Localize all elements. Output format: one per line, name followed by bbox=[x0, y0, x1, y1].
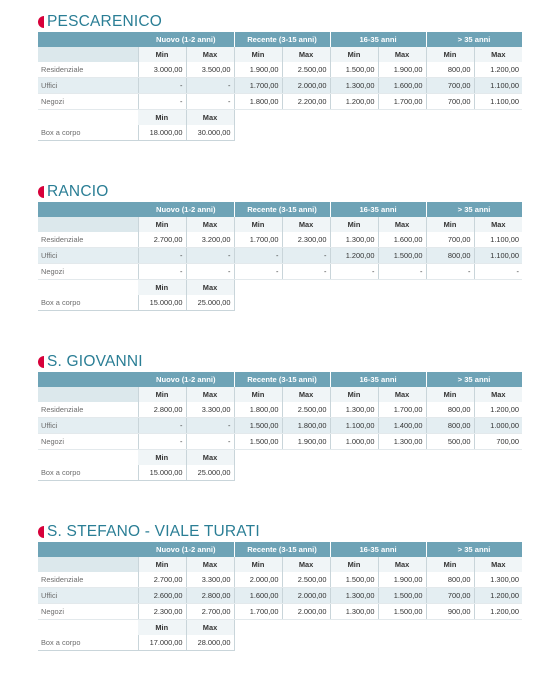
blank-cell bbox=[426, 450, 474, 466]
value-cell: 800,00 bbox=[426, 248, 474, 264]
box-max-value: 25.000,00 bbox=[186, 465, 234, 481]
row-label: Negozi bbox=[38, 434, 138, 450]
group-header: Nuovo (1-2 anni) bbox=[138, 372, 234, 387]
row-label: Residenziale bbox=[38, 572, 138, 588]
value-cell: - bbox=[138, 248, 186, 264]
blank-cell bbox=[330, 635, 378, 651]
value-cell: 1.700,00 bbox=[378, 402, 426, 418]
section-title-text: RANCIO bbox=[47, 183, 109, 200]
max-header: Max bbox=[186, 620, 234, 636]
min-header: Min bbox=[330, 47, 378, 62]
value-cell: 3.300,00 bbox=[186, 572, 234, 588]
blank-cell bbox=[282, 620, 330, 636]
row-label: Box a corpo bbox=[38, 295, 138, 311]
section-title bbox=[38, 182, 522, 202]
blank-cell bbox=[282, 635, 330, 651]
blank-cell bbox=[426, 295, 474, 311]
value-cell: - bbox=[186, 418, 234, 434]
title-marker-icon bbox=[38, 186, 44, 198]
min-header: Min bbox=[138, 217, 186, 232]
blank-cell bbox=[234, 635, 282, 651]
max-header: Max bbox=[282, 557, 330, 572]
table-row bbox=[38, 62, 522, 78]
blank-cell bbox=[474, 110, 522, 126]
value-cell: 3.200,00 bbox=[186, 232, 234, 248]
group-header: > 35 anni bbox=[426, 202, 522, 217]
value-cell: 1.100,00 bbox=[474, 232, 522, 248]
group-header: 16-35 anni bbox=[330, 32, 426, 47]
max-header: Max bbox=[378, 557, 426, 572]
price-table bbox=[38, 32, 523, 141]
value-cell: 1.400,00 bbox=[378, 418, 426, 434]
blank-cell bbox=[234, 110, 282, 126]
value-cell: 700,00 bbox=[426, 94, 474, 110]
group-header-row bbox=[38, 202, 522, 217]
header-blank-cell bbox=[38, 217, 138, 232]
blank-cell bbox=[330, 280, 378, 296]
value-cell: 1.300,00 bbox=[330, 588, 378, 604]
blank-cell bbox=[282, 280, 330, 296]
box-row bbox=[38, 465, 522, 481]
row-label: Uffici bbox=[38, 248, 138, 264]
box-max-value: 25.000,00 bbox=[186, 295, 234, 311]
group-header-row bbox=[38, 542, 522, 557]
blank-cell bbox=[330, 110, 378, 126]
group-header: 16-35 anni bbox=[330, 372, 426, 387]
value-cell: - bbox=[234, 248, 282, 264]
group-header: > 35 anni bbox=[426, 32, 522, 47]
box-header-row bbox=[38, 280, 522, 296]
value-cell: 700,00 bbox=[426, 78, 474, 94]
value-cell: 2.300,00 bbox=[138, 604, 186, 620]
box-min-value: 17.000,00 bbox=[138, 635, 186, 651]
max-header: Max bbox=[282, 217, 330, 232]
min-header: Min bbox=[234, 47, 282, 62]
value-cell: 3.300,00 bbox=[186, 402, 234, 418]
value-cell: 1.700,00 bbox=[234, 232, 282, 248]
value-cell: 700,00 bbox=[474, 434, 522, 450]
box-header-row bbox=[38, 450, 522, 466]
value-cell: 2.000,00 bbox=[282, 78, 330, 94]
blank-cell bbox=[426, 635, 474, 651]
value-cell: - bbox=[426, 264, 474, 280]
min-header: Min bbox=[426, 217, 474, 232]
value-cell: 2.500,00 bbox=[282, 572, 330, 588]
max-header: Max bbox=[474, 217, 522, 232]
value-cell: 1.200,00 bbox=[474, 402, 522, 418]
blank-cell bbox=[474, 635, 522, 651]
row-label: Negozi bbox=[38, 94, 138, 110]
blank-cell bbox=[330, 295, 378, 311]
blank-cell bbox=[282, 125, 330, 141]
min-header: Min bbox=[138, 557, 186, 572]
title-marker-icon bbox=[38, 16, 44, 28]
blank-cell bbox=[378, 620, 426, 636]
value-cell: - bbox=[186, 78, 234, 94]
header-blank-cell bbox=[38, 557, 138, 572]
min-header: Min bbox=[138, 387, 186, 402]
table-row bbox=[38, 264, 522, 280]
min-header: Min bbox=[234, 557, 282, 572]
blank-cell bbox=[426, 125, 474, 141]
group-header: > 35 anni bbox=[426, 542, 522, 557]
row-label: Box a corpo bbox=[38, 465, 138, 481]
blank-cell bbox=[234, 450, 282, 466]
value-cell: - bbox=[186, 264, 234, 280]
value-cell: 1.800,00 bbox=[282, 418, 330, 434]
blank-cell bbox=[474, 620, 522, 636]
min-header: Min bbox=[426, 387, 474, 402]
price-section bbox=[38, 352, 522, 481]
table-row bbox=[38, 402, 522, 418]
value-cell: - bbox=[186, 434, 234, 450]
box-min-value: 18.000,00 bbox=[138, 125, 186, 141]
header-blank-cell bbox=[38, 450, 138, 466]
value-cell: 1.200,00 bbox=[330, 248, 378, 264]
value-cell: - bbox=[186, 248, 234, 264]
value-cell: 2.700,00 bbox=[138, 572, 186, 588]
table-row bbox=[38, 434, 522, 450]
value-cell: 1.500,00 bbox=[234, 418, 282, 434]
value-cell: - bbox=[330, 264, 378, 280]
price-table bbox=[38, 372, 523, 481]
row-label: Residenziale bbox=[38, 62, 138, 78]
minmax-header-row bbox=[38, 557, 522, 572]
max-header: Max bbox=[186, 47, 234, 62]
min-header: Min bbox=[138, 47, 186, 62]
group-header: Nuovo (1-2 anni) bbox=[138, 32, 234, 47]
blank-cell bbox=[282, 450, 330, 466]
box-row bbox=[38, 125, 522, 141]
value-cell: 800,00 bbox=[426, 402, 474, 418]
value-cell: 1.700,00 bbox=[378, 94, 426, 110]
value-cell: 700,00 bbox=[426, 232, 474, 248]
value-cell: 2.000,00 bbox=[282, 588, 330, 604]
value-cell: 2.700,00 bbox=[186, 604, 234, 620]
value-cell: 1.200,00 bbox=[474, 62, 522, 78]
blank-cell bbox=[330, 465, 378, 481]
table-row bbox=[38, 78, 522, 94]
section-title-text: PESCARENICO bbox=[47, 13, 163, 30]
value-cell: 1.300,00 bbox=[330, 402, 378, 418]
minmax-header-row bbox=[38, 387, 522, 402]
row-label: Box a corpo bbox=[38, 635, 138, 651]
minmax-header-row bbox=[38, 47, 522, 62]
blank-cell bbox=[474, 465, 522, 481]
value-cell: 1.900,00 bbox=[378, 572, 426, 588]
max-header: Max bbox=[186, 387, 234, 402]
value-cell: 1.500,00 bbox=[330, 62, 378, 78]
group-header: Recente (3-15 anni) bbox=[234, 372, 330, 387]
row-label: Residenziale bbox=[38, 402, 138, 418]
box-row bbox=[38, 635, 522, 651]
group-header: 16-35 anni bbox=[330, 202, 426, 217]
value-cell: 1.600,00 bbox=[234, 588, 282, 604]
value-cell: - bbox=[474, 264, 522, 280]
row-label: Negozi bbox=[38, 604, 138, 620]
header-blank-cell bbox=[38, 280, 138, 296]
group-header: Nuovo (1-2 anni) bbox=[138, 542, 234, 557]
value-cell: 1.100,00 bbox=[474, 248, 522, 264]
section-title-text: S. GIOVANNI bbox=[47, 353, 143, 370]
price-table bbox=[38, 542, 523, 651]
blank-cell bbox=[474, 125, 522, 141]
max-header: Max bbox=[186, 557, 234, 572]
value-cell: 1.200,00 bbox=[330, 94, 378, 110]
value-cell: - bbox=[138, 434, 186, 450]
blank-cell bbox=[234, 125, 282, 141]
header-blank-cell bbox=[38, 202, 138, 217]
max-header: Max bbox=[282, 387, 330, 402]
value-cell: 1.700,00 bbox=[234, 604, 282, 620]
header-blank-cell bbox=[38, 372, 138, 387]
value-cell: 800,00 bbox=[426, 418, 474, 434]
table-row bbox=[38, 572, 522, 588]
value-cell: 1.500,00 bbox=[378, 604, 426, 620]
value-cell: 1.500,00 bbox=[378, 588, 426, 604]
blank-cell bbox=[330, 620, 378, 636]
box-min-value: 15.000,00 bbox=[138, 295, 186, 311]
blank-cell bbox=[378, 295, 426, 311]
value-cell: 1.500,00 bbox=[378, 248, 426, 264]
value-cell: - bbox=[138, 264, 186, 280]
header-blank-cell bbox=[38, 620, 138, 636]
group-header: 16-35 anni bbox=[330, 542, 426, 557]
min-header: Min bbox=[330, 217, 378, 232]
row-label: Uffici bbox=[38, 78, 138, 94]
max-header: Max bbox=[186, 450, 234, 466]
value-cell: 2.300,00 bbox=[282, 232, 330, 248]
minmax-header-row bbox=[38, 217, 522, 232]
min-header: Min bbox=[426, 47, 474, 62]
blank-cell bbox=[378, 110, 426, 126]
blank-cell bbox=[282, 295, 330, 311]
min-header: Min bbox=[234, 217, 282, 232]
group-header: > 35 anni bbox=[426, 372, 522, 387]
blank-cell bbox=[474, 295, 522, 311]
value-cell: 3.000,00 bbox=[138, 62, 186, 78]
min-header: Min bbox=[330, 387, 378, 402]
row-label: Box a corpo bbox=[38, 125, 138, 141]
value-cell: 2.000,00 bbox=[234, 572, 282, 588]
value-cell: 1.600,00 bbox=[378, 232, 426, 248]
value-cell: 1.100,00 bbox=[474, 78, 522, 94]
max-header: Max bbox=[186, 217, 234, 232]
value-cell: 1.200,00 bbox=[474, 604, 522, 620]
blank-cell bbox=[234, 620, 282, 636]
blank-cell bbox=[330, 125, 378, 141]
box-row bbox=[38, 295, 522, 311]
value-cell: 1.300,00 bbox=[474, 572, 522, 588]
value-cell: - bbox=[282, 248, 330, 264]
box-header-row bbox=[38, 620, 522, 636]
box-max-value: 30.000,00 bbox=[186, 125, 234, 141]
max-header: Max bbox=[474, 387, 522, 402]
blank-cell bbox=[282, 110, 330, 126]
table-row bbox=[38, 94, 522, 110]
min-header: Min bbox=[138, 620, 186, 636]
blank-cell bbox=[378, 125, 426, 141]
value-cell: 800,00 bbox=[426, 62, 474, 78]
price-table bbox=[38, 202, 523, 311]
value-cell: - bbox=[234, 264, 282, 280]
value-cell: 2.700,00 bbox=[138, 232, 186, 248]
table-row bbox=[38, 604, 522, 620]
min-header: Min bbox=[426, 557, 474, 572]
min-header: Min bbox=[138, 280, 186, 296]
value-cell: 1.000,00 bbox=[330, 434, 378, 450]
min-header: Min bbox=[234, 387, 282, 402]
value-cell: 500,00 bbox=[426, 434, 474, 450]
section-title bbox=[38, 12, 522, 32]
row-label: Negozi bbox=[38, 264, 138, 280]
value-cell: 1.800,00 bbox=[234, 94, 282, 110]
max-header: Max bbox=[474, 557, 522, 572]
min-header: Min bbox=[330, 557, 378, 572]
blank-cell bbox=[378, 465, 426, 481]
blank-cell bbox=[426, 280, 474, 296]
group-header: Recente (3-15 anni) bbox=[234, 32, 330, 47]
value-cell: 1.900,00 bbox=[378, 62, 426, 78]
blank-cell bbox=[426, 620, 474, 636]
value-cell: 1.300,00 bbox=[330, 604, 378, 620]
blank-cell bbox=[378, 280, 426, 296]
blank-cell bbox=[426, 465, 474, 481]
box-header-row bbox=[38, 110, 522, 126]
header-blank-cell bbox=[38, 47, 138, 62]
blank-cell bbox=[234, 280, 282, 296]
header-blank-cell bbox=[38, 387, 138, 402]
group-header: Recente (3-15 anni) bbox=[234, 202, 330, 217]
title-marker-icon bbox=[38, 526, 44, 538]
value-cell: 1.100,00 bbox=[330, 418, 378, 434]
value-cell: 2.500,00 bbox=[282, 402, 330, 418]
max-header: Max bbox=[186, 280, 234, 296]
value-cell: 1.600,00 bbox=[378, 78, 426, 94]
header-blank-cell bbox=[38, 542, 138, 557]
value-cell: - bbox=[138, 78, 186, 94]
value-cell: 2.600,00 bbox=[138, 588, 186, 604]
blank-cell bbox=[426, 110, 474, 126]
max-header: Max bbox=[378, 387, 426, 402]
blank-cell bbox=[378, 450, 426, 466]
value-cell: 1.500,00 bbox=[234, 434, 282, 450]
header-blank-cell bbox=[38, 32, 138, 47]
value-cell: 2.000,00 bbox=[282, 604, 330, 620]
min-header: Min bbox=[138, 450, 186, 466]
max-header: Max bbox=[282, 47, 330, 62]
value-cell: 1.900,00 bbox=[234, 62, 282, 78]
value-cell: 1.100,00 bbox=[474, 94, 522, 110]
max-header: Max bbox=[474, 47, 522, 62]
blank-cell bbox=[474, 450, 522, 466]
blank-cell bbox=[378, 635, 426, 651]
group-header: Nuovo (1-2 anni) bbox=[138, 202, 234, 217]
table-row bbox=[38, 232, 522, 248]
value-cell: 1.200,00 bbox=[474, 588, 522, 604]
value-cell: 3.500,00 bbox=[186, 62, 234, 78]
value-cell: 1.300,00 bbox=[378, 434, 426, 450]
value-cell: 1.900,00 bbox=[282, 434, 330, 450]
table-row bbox=[38, 588, 522, 604]
value-cell: - bbox=[138, 418, 186, 434]
header-blank-cell bbox=[38, 110, 138, 126]
value-cell: - bbox=[138, 94, 186, 110]
price-section bbox=[38, 522, 522, 651]
title-marker-icon bbox=[38, 356, 44, 368]
value-cell: 2.500,00 bbox=[282, 62, 330, 78]
box-min-value: 15.000,00 bbox=[138, 465, 186, 481]
blank-cell bbox=[330, 450, 378, 466]
row-label: Uffici bbox=[38, 418, 138, 434]
group-header: Recente (3-15 anni) bbox=[234, 542, 330, 557]
min-header: Min bbox=[138, 110, 186, 126]
value-cell: 800,00 bbox=[426, 572, 474, 588]
max-header: Max bbox=[378, 47, 426, 62]
value-cell: 1.800,00 bbox=[234, 402, 282, 418]
section-title bbox=[38, 522, 522, 542]
value-cell: - bbox=[378, 264, 426, 280]
blank-cell bbox=[474, 280, 522, 296]
value-cell: 2.800,00 bbox=[138, 402, 186, 418]
blank-cell bbox=[234, 295, 282, 311]
value-cell: 1.700,00 bbox=[234, 78, 282, 94]
value-cell: - bbox=[282, 264, 330, 280]
value-cell: 1.000,00 bbox=[474, 418, 522, 434]
row-label: Uffici bbox=[38, 588, 138, 604]
blank-cell bbox=[234, 465, 282, 481]
group-header-row bbox=[38, 32, 522, 47]
section-title-text: S. STEFANO - VIALE TURATI bbox=[47, 523, 260, 540]
price-section bbox=[38, 182, 522, 311]
box-max-value: 28.000,00 bbox=[186, 635, 234, 651]
table-row bbox=[38, 248, 522, 264]
value-cell: 1.500,00 bbox=[330, 572, 378, 588]
max-header: Max bbox=[378, 217, 426, 232]
max-header: Max bbox=[186, 110, 234, 126]
blank-cell bbox=[282, 465, 330, 481]
value-cell: 2.200,00 bbox=[282, 94, 330, 110]
row-label: Residenziale bbox=[38, 232, 138, 248]
value-cell: 1.300,00 bbox=[330, 232, 378, 248]
table-row bbox=[38, 418, 522, 434]
section-title bbox=[38, 352, 522, 372]
value-cell: 700,00 bbox=[426, 588, 474, 604]
value-cell: - bbox=[186, 94, 234, 110]
price-section bbox=[38, 12, 522, 141]
group-header-row bbox=[38, 372, 522, 387]
value-cell: 1.300,00 bbox=[330, 78, 378, 94]
value-cell: 900,00 bbox=[426, 604, 474, 620]
value-cell: 2.800,00 bbox=[186, 588, 234, 604]
